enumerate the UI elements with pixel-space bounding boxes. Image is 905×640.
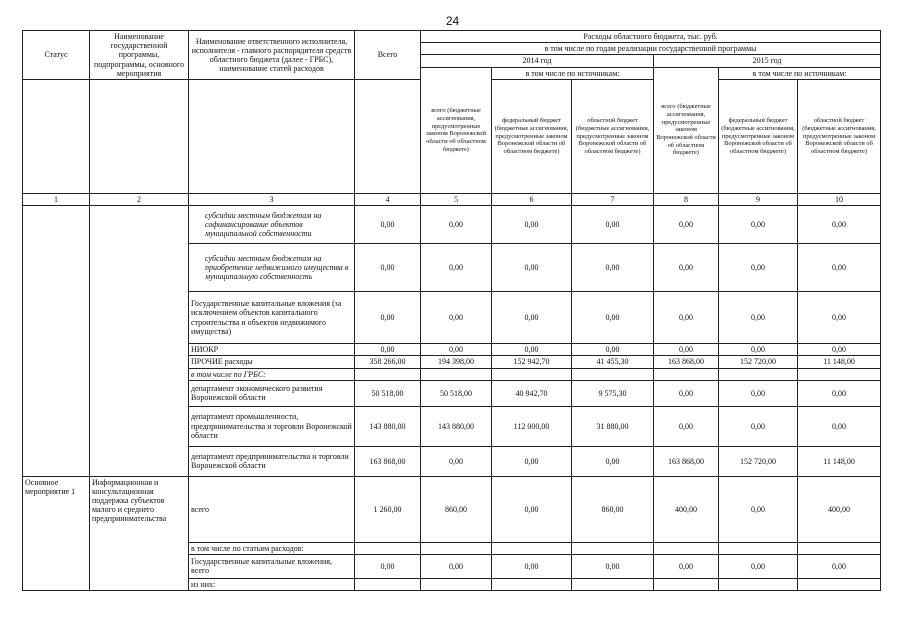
cell-value: 1 260,00 [355,476,421,542]
cell-value: 0,00 [798,344,881,356]
cell-value: 0,00 [719,244,798,292]
measure-total-row [23,476,881,542]
cell-value: 0,00 [492,446,572,476]
cell-value: 0,00 [654,344,719,356]
cell-value: 0,00 [572,244,654,292]
row-label: субсидии местным бюджетам на приобретение недвижимого имущества в муниципальную собственность [189,244,355,292]
cell-value: 11 148,00 [798,446,881,476]
header-2015-by-sources: в том числе по источникам: [719,67,881,79]
cell-value: 0,00 [421,446,492,476]
cell-value: 0,00 [719,406,798,446]
cell-value: 0,00 [355,344,421,356]
cell-value: 194 398,00 [421,356,492,368]
measure-status: Основное мероприятие 1 [23,476,90,590]
cell-value: 0,00 [492,292,572,344]
row-label: Государственные капитальные вложения (за исключением объектов капитального строительства и объектов недвижимого имущества) [189,292,355,344]
cell-value: 163 868,00 [654,356,719,368]
cell-value: 9 575,30 [572,380,654,406]
cell-value: 860,00 [572,476,654,542]
cell-value: 143 880,00 [421,406,492,446]
header-2015-federal: федеральный бюджет (бюджетные ассигнования, предусмотренные законом Воронежской области об областном бюджете) [719,79,798,193]
cell-value: 0,00 [719,554,798,578]
header-2014-total: всего (бюджетные ассигнования, предусмотренные законом Воронежской области об областном бюджете) [421,67,492,193]
cell-value: 400,00 [798,476,881,542]
cell-value: 0,00 [492,476,572,542]
cell-value: 860,00 [421,476,492,542]
cell-value: 0,00 [719,206,798,244]
cell-value: 400,00 [654,476,719,542]
cell-value: 0,00 [654,206,719,244]
cell-value: 50 518,00 [421,380,492,406]
cell-value: 152 720,00 [719,446,798,476]
table-row [23,206,881,244]
header-2014-regional: областной бюджет (бюджетные ассигнования, предусмотренные законом Воронежской области об областном бюджете) [572,79,654,193]
header-total: Всего [355,31,421,80]
cell-value: 0,00 [572,292,654,344]
page-number: 24 [445,14,460,28]
row-label: в том числе по ГРБС: [189,368,355,380]
row-label: субсидии местным бюджетам на софинансирование объектов муниципальной собственности [189,206,355,244]
cell-value: 0,00 [798,206,881,244]
header-2014-by-sources: в том числе по источникам: [492,67,654,79]
cell-value: 0,00 [654,406,719,446]
row-label: департамент экономического развития Воронежской области [189,380,355,406]
cell-value: 50 518,00 [355,380,421,406]
column-number: 10 [798,193,881,205]
cell-value: 0,00 [798,244,881,292]
cell-value: 0,00 [719,292,798,344]
cell-value: 0,00 [421,206,492,244]
cell-value: 0,00 [572,554,654,578]
cell-value: 0,00 [719,380,798,406]
cell-value: 41 455,30 [572,356,654,368]
cell-value: 0,00 [421,244,492,292]
cell-value: 163 868,00 [355,446,421,476]
cell-value: 0,00 [654,244,719,292]
column-number: 7 [572,193,654,205]
cell-value: 0,00 [572,446,654,476]
column-number: 5 [421,193,492,205]
cell-value: 0,00 [798,554,881,578]
header-by-years: в том числе по годам реализации государственной программы [421,43,881,55]
cell-value: 0,00 [719,344,798,356]
cell-value: 11 148,00 [798,356,881,368]
cell-value: 0,00 [654,292,719,344]
column-number: 8 [654,193,719,205]
cell-value: 0,00 [355,206,421,244]
row-label: ПРОЧИЕ расходы [189,356,355,368]
cell-value: 0,00 [798,380,881,406]
header-executor-name: Наименование ответственного исполнителя, исполнителя - главного распорядителя средств областного бюджета (далее - ГРБС), наименование статей расходов [189,31,355,80]
cell-value: 0,00 [492,554,572,578]
cell-value: 0,00 [492,244,572,292]
header-status: Статус [23,31,90,80]
budget-table [22,30,881,591]
column-number: 4 [355,193,421,205]
cell-value: 0,00 [355,292,421,344]
cell-value: 0,00 [355,554,421,578]
header-2015-total: всего (бюджетные ассигнования, предусмотренные законом Воронежской области об областном бюджете) [654,67,719,193]
column-number: 6 [492,193,572,205]
header-program-name: Наименование государственной программы, подпрограммы, основного мероприятия [90,31,189,80]
header-year-2015: 2015 год [654,55,881,67]
cell-value: 0,00 [572,344,654,356]
cell-value: 0,00 [719,476,798,542]
cell-value: 143 880,00 [355,406,421,446]
cell-value: 0,00 [355,244,421,292]
column-number: 9 [719,193,798,205]
cell-value: 112 000,00 [492,406,572,446]
column-number: 2 [90,193,189,205]
cell-value: 31 880,00 [572,406,654,446]
cell-value: 0,00 [421,344,492,356]
measure-total-label: всего [189,476,355,542]
row-label: НИОКР [189,344,355,356]
cell-value: 0,00 [654,380,719,406]
measure-name: Информационная и консультационная поддержка субъектов малого и среднего предпринимательства [90,476,189,590]
column-number: 3 [189,193,355,205]
cell-value: 0,00 [798,292,881,344]
column-numbers-row [23,193,881,205]
row-label: департамент промышленности, предпринимательства и торговли Воронежской области [189,406,355,446]
cell-value: 0,00 [492,344,572,356]
measure-of-them: из них: [189,578,355,590]
cell-value: 40 942,70 [492,380,572,406]
header-2015-regional: областной бюджет (бюджетные ассигнования, предусмотренные законом Воронежской области об областном бюджете) [798,79,881,193]
cell-value: 152 942,70 [492,356,572,368]
header-2014-federal: федеральный бюджет (бюджетные ассигнования, предусмотренные законом Воронежской области об областном бюджете) [492,79,572,193]
cell-value: 0,00 [572,206,654,244]
row-label: департамент предпринимательства и торговли Воронежской области [189,446,355,476]
cell-value: 152 720,00 [719,356,798,368]
cell-value: 0,00 [492,206,572,244]
header-expenses: Расходы областного бюджета, тыс. руб. [421,31,881,43]
header-year-2014: 2014 год [421,55,654,67]
measure-capital-label: Государственные капитальные вложения, всего [189,554,355,578]
cell-value: 0,00 [421,292,492,344]
cell-value: 163 868,00 [654,446,719,476]
cell-value: 358 266,00 [355,356,421,368]
cell-value: 0,00 [798,406,881,446]
cell-value: 0,00 [421,554,492,578]
cell-value: 0,00 [654,554,719,578]
measure-by-items: в том числе по статьям расходов: [189,542,355,554]
column-number: 1 [23,193,90,205]
